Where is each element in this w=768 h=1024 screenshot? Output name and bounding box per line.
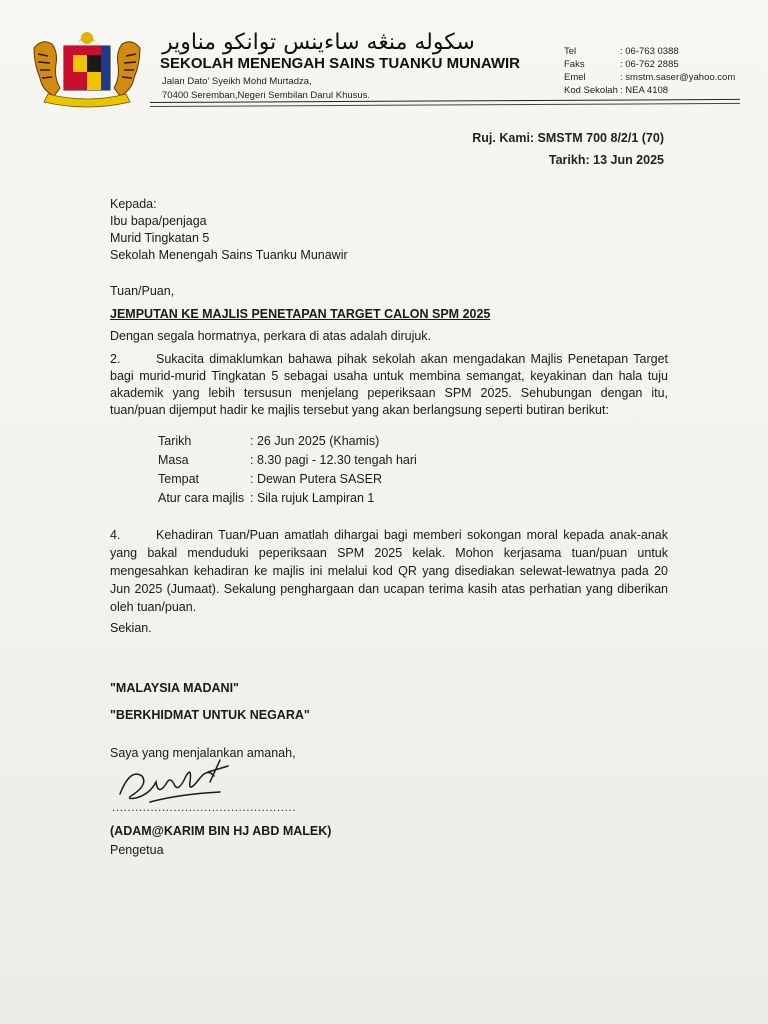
paragraph-text: Kehadiran Tuan/Puan amatlah dihargai bagi memberi sokongan moral kepada anak-anak yang bakal menduduki peperiksaan SPM 2025 kelak. Mohon kerjasama tuan/puan untuk mengesahkan kehadiran ke majlis ini melalui kod QR yang disediakan selewat-lewatnya pada 20 Jun 2025 (Jumaat). Sekalung penghargaan dan ucapan terima kasih atas perhatian yang diberikan oleh tuan/puan. [110, 528, 668, 614]
letterhead-divider [150, 103, 740, 107]
contact-row [564, 58, 735, 71]
signatory-title: Pengetua [110, 843, 164, 857]
detail-label: Masa [158, 453, 189, 467]
detail-value: : 8.30 pagi - 12.30 tengah hari [250, 453, 417, 467]
sign-off: Saya yang menjalankan amanah, [110, 746, 296, 760]
school-address [162, 75, 370, 103]
signatory-name: (ADAM@KARIM BIN HJ ABD MALEK) [110, 824, 332, 838]
signature-line: ................................................ [112, 800, 297, 814]
contact-value: : smstm.saser@yahoo.com [620, 72, 736, 83]
paragraph-2 [110, 351, 668, 419]
address-line: 70400 Seremban,Negeri Sembilan Darul Khusus. [162, 90, 371, 101]
detail-value: : 26 Jun 2025 (Khamis) [250, 434, 380, 448]
paragraph-number: 2. [110, 352, 121, 366]
paragraph-number: 4. [110, 528, 121, 542]
letter-date: Tarikh: 13 Jun 2025 [548, 153, 664, 167]
contact-row [564, 71, 735, 84]
paragraph-text: Sukacita dimaklumkan bahawa pihak sekolah akan mengadakan Majlis Penetapan Target bagi murid-murid Tingkatan 5 sebagai usaha untuk membina semangat, keyakinan dan hala tuju akademik yang lebih tersusun menjelang peperiksaan SPM 2025. Sehubungan dengan itu, tuan/puan dijemput hadir ke majlis tersebut yang akan berlangsung seperti butiran berikut: [110, 352, 668, 417]
detail-row [158, 451, 417, 470]
recipient-line: Sekolah Menengah Sains Tuanku Munawir [110, 248, 348, 262]
recipient-line: Murid Tingkatan 5 [110, 231, 210, 245]
detail-label: Tarikh [158, 434, 192, 448]
contact-label: Tel [564, 46, 577, 57]
recipient-line: Kepada: [110, 197, 157, 211]
salutation: Tuan/Puan, [110, 284, 175, 298]
address-line: Jalan Dato' Syeikh Mohd Murtadza, [162, 76, 312, 87]
contact-row [564, 84, 735, 97]
contact-label: Faks [564, 59, 585, 70]
contact-value: : 06-763 0388 [620, 46, 679, 57]
detail-value: : Dewan Putera SASER [250, 472, 383, 486]
recipient-block [110, 196, 668, 264]
event-details [158, 432, 417, 508]
contact-value: : 06-762 2885 [620, 59, 679, 70]
closing-text: Sekian. [110, 621, 152, 635]
letter-subject: JEMPUTAN KE MAJLIS PENETAPAN TARGET CALON SPM 2025 [110, 307, 491, 321]
slogan-berkhidmat: "BERKHIDMAT UNTUK NEGARA" [110, 708, 310, 722]
detail-row [158, 489, 417, 508]
paragraph-4 [110, 526, 668, 616]
contact-value: : NEA 4108 [620, 85, 669, 96]
detail-row [158, 432, 417, 451]
school-name: SEKOLAH MENENGAH SAINS TUANKU MUNAWIR [160, 55, 520, 72]
slogan-malaysia-madani: "MALAYSIA MADANI" [110, 681, 239, 695]
intro-paragraph: Dengan segala hormatnya, perkara di atas adalah dirujuk. [110, 329, 432, 343]
detail-value: : Sila rujuk Lampiran 1 [250, 491, 375, 505]
reference-number: Ruj. Kami: SMSTM 700 8/2/1 (70) [472, 131, 664, 145]
contact-label: Emel [564, 72, 586, 83]
detail-label: Tempat [158, 472, 199, 486]
contact-block [564, 45, 735, 97]
contact-row [564, 45, 735, 58]
contact-label: Kod Sekolah [564, 85, 618, 96]
school-crest-icon [26, 28, 148, 108]
detail-label: Atur cara majlis [158, 491, 245, 505]
recipient-line: Ibu bapa/penjaga [110, 214, 207, 228]
school-name-jawi: سكوله منڠه ساءينس توانكو مناوير [162, 30, 475, 55]
detail-row [158, 470, 417, 489]
